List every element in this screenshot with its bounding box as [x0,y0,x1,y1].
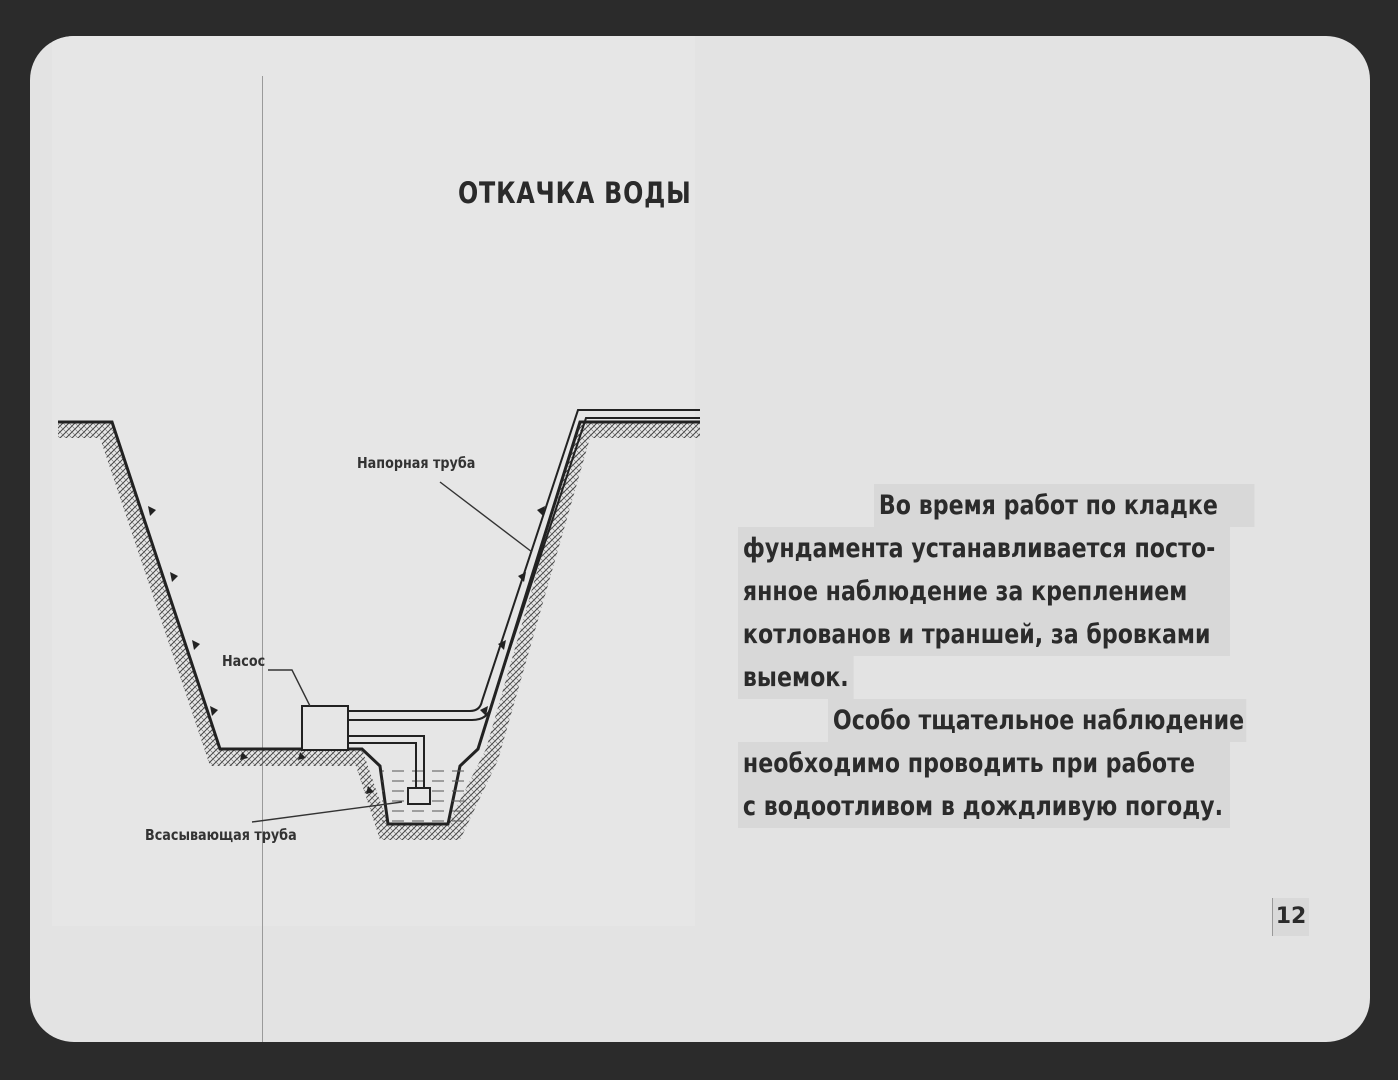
description-text [738,484,1338,828]
soil-hatching [58,422,700,840]
label-suction-pipe: Всасывающая труба [145,826,297,844]
text-line: необходимо проводить при работе [738,742,1230,785]
label-pressure-pipe: Напорная труба [357,454,476,472]
text-line: Во время работ по кладке [874,484,1254,527]
text-line: янное наблюдение за креплением [738,570,1230,613]
slide-title: ОТКАЧКА ВОДЫ [458,176,692,210]
page-number: 12 [1272,898,1309,936]
label-pump: Насос [222,652,266,670]
text-line: выемок. [738,656,854,699]
pump-box [302,706,348,750]
leader-pump [268,670,310,706]
leader-pressure-pipe [440,482,532,552]
suction-strainer [408,788,430,804]
text-line: котлованов и траншей, за бровками [738,613,1230,656]
text-line: с водоотливом в дождливую погоду. [738,785,1230,828]
text-line: Особо тщательное наблюдение [828,699,1246,742]
text-line: фундамента устанавливается посто- [738,527,1230,570]
slide-frame [30,36,1370,1042]
excavation-outline [58,422,700,824]
